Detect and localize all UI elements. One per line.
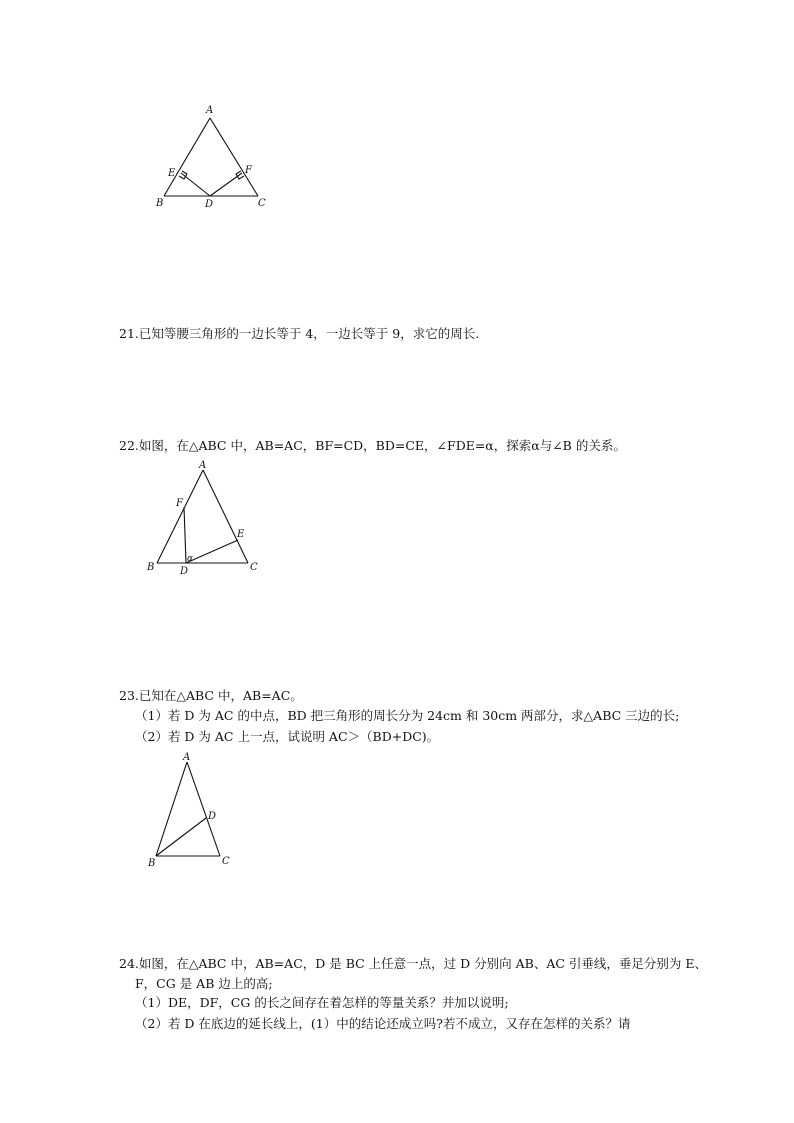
question-24-part-2: （2）若 D 在底边的延长线上，(1）中的结论还成立吗?若不成立，又存在怎样的关系？请 <box>135 1016 631 1031</box>
question-22-text: 22.如图，在△ABC 中，AB=AC，BF=CD，BD=CE，∠FDE=α，探索α与∠B 的关系。 <box>119 438 626 453</box>
label-d: D <box>180 566 189 577</box>
side-ab <box>156 762 187 856</box>
question-24-text-line-1: 24.如图，在△ABC 中，AB=AC，D 是 BC 上任意一点，过 D 分别向 AB、AC 引垂线，垂足分别为 E、 <box>119 956 707 971</box>
label-e: E <box>237 529 245 540</box>
label-f: F <box>245 165 252 176</box>
question-23-part-1: （1）若 D 为 AC 的中点，BD 把三角形的周长分为 24cm 和 30cm 两部分，求△ABC 三边的长; <box>135 708 680 723</box>
label-a: A <box>183 752 191 763</box>
label-b: B <box>148 858 156 869</box>
side-ac <box>187 762 220 856</box>
label-b: B <box>147 562 155 573</box>
segment-bd <box>156 818 206 856</box>
question-23-text: 23.已知在△ABC 中，AB=AC。 <box>119 688 303 703</box>
label-d: D <box>205 199 214 210</box>
label-b: B <box>156 198 164 209</box>
label-f: F <box>176 498 183 509</box>
label-a: A <box>206 105 214 116</box>
question-24-text-line-2: F，CG 是 AB 边上的高; <box>135 976 273 991</box>
label-c: C <box>250 562 258 573</box>
question-24-part-1: （1）DE，DF，CG 的长之间存在着怎样的等量关系？并加以说明; <box>135 995 509 1010</box>
question-21-text: 21.已知等腰三角形的一边长等于 4，一边长等于 9，求它的周长. <box>119 326 480 341</box>
label-e: E <box>168 168 176 179</box>
question-23-part-2: （2）若 D 为 AC 上一点，试说明 AC＞（BD+DC)。 <box>135 729 440 744</box>
label-c: C <box>258 198 266 209</box>
label-a: A <box>199 460 207 471</box>
label-alpha: α <box>187 554 194 564</box>
label-d: D <box>208 811 217 822</box>
label-c: C <box>222 856 230 867</box>
